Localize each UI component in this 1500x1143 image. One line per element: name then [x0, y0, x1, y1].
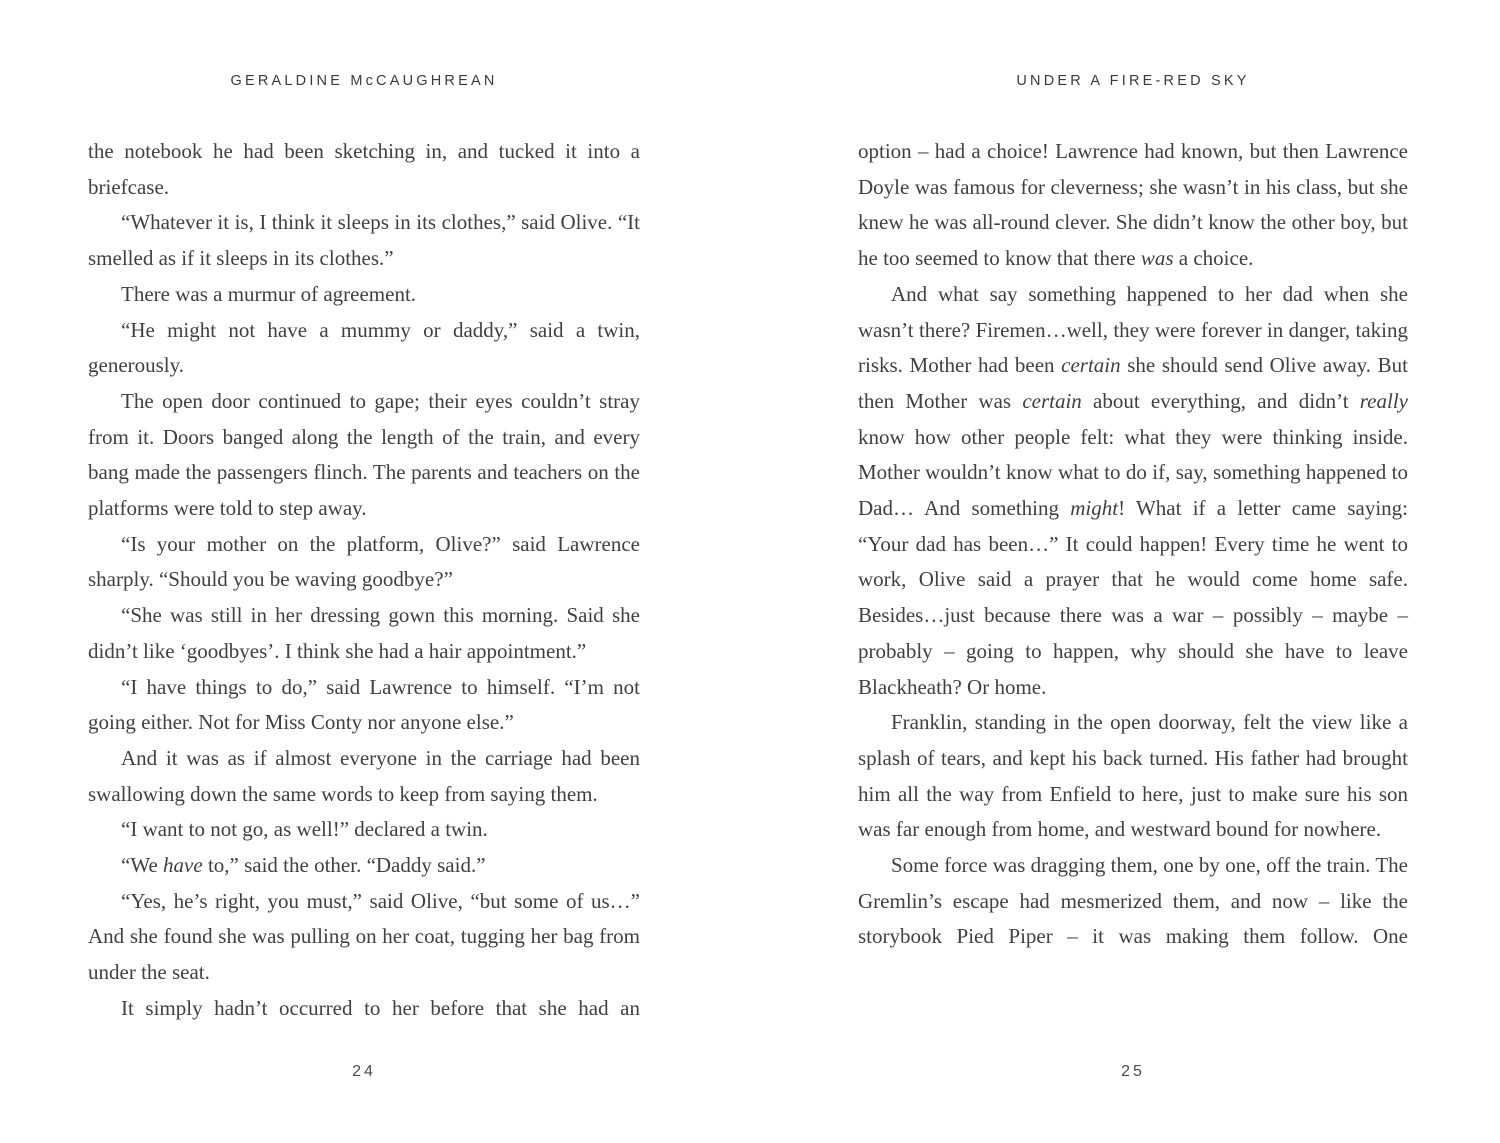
page-left [88, 0, 640, 1143]
text-run: “I have things to do,” said Lawrence to himself. “I’m not going either. Not for Miss Conty nor anyone else.” [88, 674, 640, 735]
italic-text-run: certain [1061, 353, 1121, 378]
page-body-left [88, 134, 640, 1027]
paragraph [858, 848, 1408, 955]
text-run: The open door continued to gape; their eyes couldn’t stray from it. Doors banged along the length of the train, and every bang made the passengers flinch. The parents and teachers on the platforms were told to step away. [88, 388, 640, 521]
paragraph [88, 848, 640, 884]
italic-text-run: certain [1022, 388, 1082, 413]
text-run: There was a murmur of agreement. [121, 281, 417, 306]
page-right [858, 0, 1408, 1143]
text-run: Franklin, standing in the open doorway, felt the view like a splash of tears, and kept his back turned. His father had brought him all the way from Enfield to here, just to make sure his son was far enough from home, and westward bound for nowhere. [858, 710, 1408, 842]
italic-text-run: was [1140, 246, 1174, 271]
text-run: Some force was dragging them, one by one, off the train. The Gremlin’s escape had mesmerized them, and now – like the storybook Pied Piper – it was making them follow. One [858, 853, 1408, 949]
paragraph [88, 812, 640, 848]
page-number-right: 25 [1121, 1063, 1145, 1080]
text-run: the notebook he had been sketching in, and tucked it into a briefcase. [88, 139, 640, 199]
text-run: “She was still in her dressing gown this morning. Said she didn’t like ‘goodbyes’. I think she had a hair appointment.” [88, 603, 640, 663]
paragraph [88, 670, 640, 741]
text-run: And it was as if almost everyone in the carriage had been swallowing down the same words to keep from saying them. [88, 745, 640, 806]
paragraph [858, 705, 1408, 848]
text-run: “Yes, he’s right, you must,” said Olive, “but some of us…” And she found she was pulling on her coat, tugging her bag from under the seat. [88, 888, 640, 985]
italic-text-run: have [163, 853, 203, 878]
paragraph [88, 598, 640, 669]
paragraph [858, 277, 1408, 705]
text-run: And what say something happened to her dad when she wasn’t there? Firemen…well, they were forever in danger, taking risks. Mother had been [858, 281, 1408, 378]
paragraph [858, 134, 1408, 277]
text-run: a choice. [1173, 246, 1254, 271]
running-header-title: UNDER A FIRE-RED SKY [1016, 73, 1250, 89]
text-run: “We [121, 853, 164, 878]
text-run: “He might not have a mummy or daddy,” said a twin, generously. [88, 317, 640, 378]
paragraph [88, 384, 640, 527]
running-header-author: GERALDINE McCAUGHREAN [230, 73, 498, 89]
text-run: “Is your mother on the platform, Olive?” said Lawrence sharply. “Should you be waving goodbye?” [88, 531, 640, 592]
text-run: about everything, and didn’t [1081, 388, 1360, 413]
text-run: know how other people felt: what they were thinking inside. Mother wouldn’t know what to do if, say, something happened to Dad… And something [858, 424, 1408, 521]
page-number-left: 24 [352, 1063, 376, 1080]
text-run: ! What if a letter came saying: “Your dad has been…” It could happen! Every time he went to work, Olive said a prayer that he would come home safe. Besides…just because there was a war – possibly – maybe – probably – going to happen, why should she have to leave Blackheath? Or home. [858, 496, 1408, 699]
text-run: to,” said the other. “Daddy said.” [202, 853, 486, 878]
paragraph [88, 884, 640, 991]
paragraph [88, 134, 640, 205]
paragraph [88, 313, 640, 384]
paragraph [88, 527, 640, 598]
italic-text-run: might [1070, 496, 1119, 521]
paragraph [88, 277, 640, 313]
text-run: It simply hadn’t occurred to her before that she had an [121, 995, 640, 1020]
italic-text-run: really [1359, 388, 1408, 413]
paragraph [88, 991, 640, 1027]
text-run: she should send Olive away. But then Mother was [858, 353, 1408, 413]
text-run: “Whatever it is, I think it sleeps in its clothes,” said Olive. “It smelled as if it sleeps in its clothes.” [88, 210, 640, 271]
paragraph [88, 205, 640, 276]
text-run: “I want to not go, as well!” declared a twin. [121, 817, 488, 842]
page-body-right [858, 134, 1408, 955]
text-run: option – had a choice! Lawrence had known, but then Lawrence Doyle was famous for cleverness; she wasn’t in his class, but she knew he was all-round clever. She didn’t know the other boy, but he too seemed to know that there [858, 139, 1408, 271]
paragraph [88, 741, 640, 812]
